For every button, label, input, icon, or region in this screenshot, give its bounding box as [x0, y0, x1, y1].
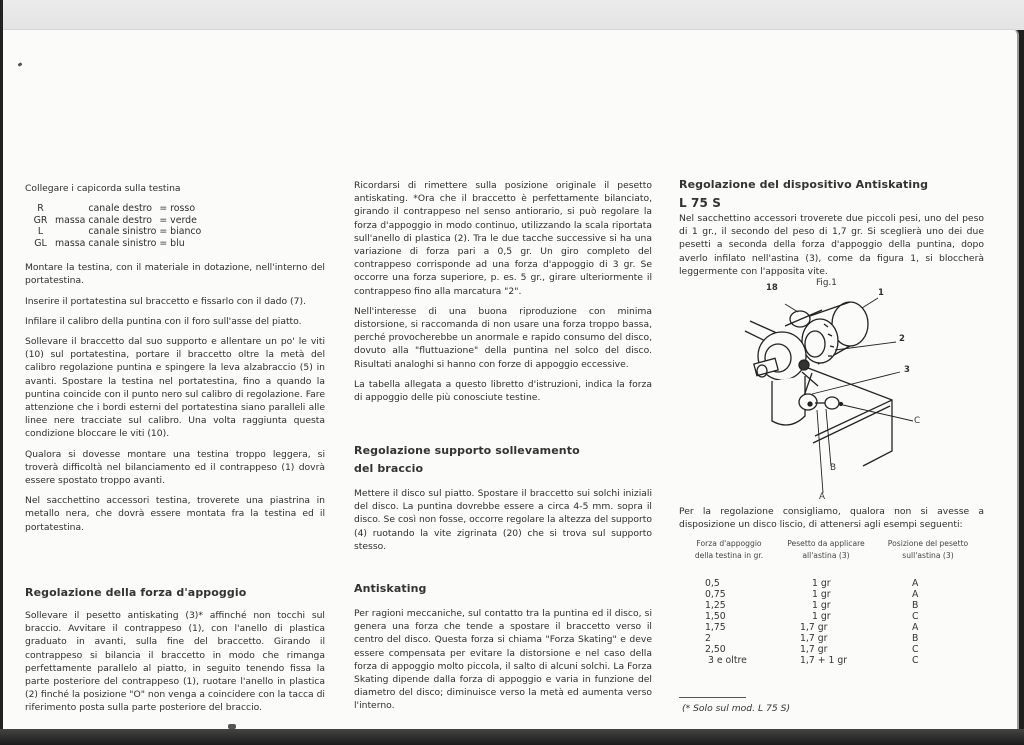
table-row [29, 226, 204, 238]
leader-line-1 [862, 298, 878, 308]
table-row [705, 611, 952, 622]
tonearm-drawing [700, 276, 940, 506]
paragraph: Per la regolazione consigliamo, qualora non si avesse a disposizione un disco liscio, di attenersi agli esempi seguenti: [679, 506, 984, 531]
position-cell: A [912, 622, 919, 633]
section-heading: Antiskating [354, 582, 427, 595]
channel-color: = blu [159, 237, 185, 249]
table-row [705, 644, 952, 655]
paragraph: Nel sacchettino accessori testina, troverete una piastrina in metallo nera, che dovrà essere montata fra la testina ed il portatestina. [25, 495, 325, 533]
table-header-force [687, 538, 771, 562]
table-row [705, 589, 952, 600]
channel-code: R [37, 203, 44, 215]
section-heading: Regolazione supporto sollevamento [354, 444, 580, 457]
label-A: A [819, 492, 826, 502]
channel-name: canale destro [88, 203, 153, 215]
force-cell: 3 e oltre [708, 655, 747, 666]
figure-caption: Fig.1 [816, 278, 837, 288]
paragraph: La tabella allegata a questo libretto d'istruzioni, indica la forza di appoggio delle più conosciute testine. [354, 378, 652, 404]
force-cell: 2,50 [705, 644, 726, 655]
weight-cell: 1,7 gr [800, 633, 828, 644]
position-cell: A [912, 589, 919, 600]
leader-line-A [817, 410, 823, 493]
table-row [29, 203, 204, 215]
section-heading: del braccio [354, 462, 424, 475]
table-row [29, 215, 204, 227]
leader-line-3 [812, 372, 900, 394]
weight-cell: 1,7 + 1 gr [800, 655, 848, 666]
footnote-divider [679, 697, 746, 698]
channel-color-table [29, 203, 204, 249]
weights-table [705, 578, 952, 666]
position-cell: C [912, 644, 919, 655]
graduated-ring [802, 319, 838, 363]
column-right [679, 176, 984, 285]
antiskating-weight [825, 397, 839, 409]
weight-cell: 1 gr [812, 578, 831, 589]
paragraph: Per ragioni meccaniche, sul contatto tra la puntina ed il disco, si genera una forza che tende a spostare il braccetto verso il centro del disco. Questa forza si chiama "Forza Skating" e deve essere compensata per evitare la distorsione e nel caso della forza di appoggio molto piccola, il salto di alcuni solchi. La Forza Skating dipende dalla forza di appoggio e varia in funzione del diametro del disco; diminuisce verso la metà ed aumenta verso l'interno. [354, 608, 652, 712]
weight-cell: 1 gr [812, 611, 831, 622]
weight-cell: 1,7 gr [800, 644, 828, 655]
footnote: (* Solo sul mod. L 75 S) [682, 703, 791, 714]
label-B: B [830, 463, 837, 473]
paragraph: Sollevare il braccetto dal suo supporto e allentare un po' le viti (10) sul portatestina, portare il braccetto oltre la metà del calibro regolazione puntina e spingere la leva alzabraccio (5) in avanti. Spostare la testina nel portatestina, fino a quando la puntina coincide con il punto nero sul calibro di regolazione. Fare attenzione che i bordi esterni del portatestina siano paralleli alle linee nere tracciate sul calibro. Una volta raggiunta questa condizione bloccare le viti (10). [25, 336, 325, 440]
paragraph: Mettere il disco sul piatto. Spostare il braccetto sui solchi iniziali del disco. La puntina dovrebbe essere a circa 4-5 mm. sopra il disco. Se così non fosse, occorre regolare la altezza del supporto (4) ruotando la vite zigrinata (20) che si trova sul supporto stesso. [354, 488, 652, 552]
base-plate [808, 368, 892, 466]
scan-speck [228, 724, 236, 729]
channel-mass [55, 226, 88, 238]
channel-mass: massa [55, 237, 86, 249]
header-line: sull'astina (3) [902, 551, 954, 560]
table-header-weight [776, 538, 876, 562]
channel-color: = bianco [159, 226, 202, 238]
table-row [705, 655, 952, 666]
channel-mass: massa [55, 214, 86, 226]
paragraph: Ricordarsi di rimettere sulla posizione originale il pesetto antiskating. *Ora che il braccetto è perfettamente bilanciato, girando il contrappeso nel senso antiorario, si può regolare la forza d'appoggio in modo continuo, utilizzando la scala riportata sull'anello di plastica (2). Tra le due tacche successive si ha una variazione di forza pari a 0,5 gr. Un giro completo del contrappeso corrisponde ad una forza d'appoggio di 3 gr. Se occorre una forza superiore, p. es. 5 gr., girare ulteriormente il contrappeso fino alla marcatura "2". [354, 180, 652, 297]
table-row [705, 578, 952, 589]
paragraph: Qualora si dovesse montare una testina troppo leggera, si troverà difficoltà nel bilanciamento ed il contrappeso (1) dovrà essere spostato troppo avanti. [25, 448, 325, 487]
section-supporto-sollevamento [354, 442, 652, 560]
column-left [25, 182, 325, 541]
section-antiskating [354, 580, 652, 720]
weight-screw [840, 403, 843, 406]
channel-name: canale destro [88, 214, 153, 226]
label-3: 3 [904, 365, 910, 375]
header-line: all'astina (3) [802, 551, 850, 560]
force-cell: 1,50 [705, 611, 726, 622]
force-cell: 1,75 [705, 622, 726, 633]
intro-text: Collegare i capicorda sulla testina [25, 183, 181, 194]
label-18: 18 [766, 283, 778, 293]
header-line: Pesetto da applicare [787, 539, 865, 548]
antiskating-pivot-hole [808, 402, 812, 406]
scanner-top-margin [0, 0, 1024, 30]
force-cell: 0,75 [705, 589, 726, 600]
base-plate-edge [813, 406, 890, 443]
paragraph: Montare la testina, con il materiale in dotazione, nell'interno del portatestina. [25, 262, 325, 287]
column-middle [354, 179, 652, 411]
section-heading: Regolazione del dispositivo Antiskating [679, 178, 929, 191]
header-line: della testina in gr. [694, 551, 764, 560]
position-cell: B [912, 600, 919, 611]
force-cell: 0,5 [705, 578, 720, 589]
force-cell: 2 [705, 633, 711, 644]
table-row [705, 600, 952, 611]
section-forza-appoggio [25, 584, 325, 722]
channel-code: GL [34, 237, 47, 249]
channel-color: = rosso [159, 203, 196, 215]
antiskating-pivot [799, 394, 817, 410]
position-cell: A [912, 578, 919, 589]
channel-color: = verde [159, 214, 197, 226]
table-row [705, 633, 952, 644]
channel-code: L [37, 226, 44, 238]
force-cell: 1,25 [705, 600, 726, 611]
paragraph: Nell'interesse di una buona riproduzione con minima distorsione, si raccomanda di non usare una forza troppo bassa, perché provocherebbe un anormale e rapido consumo del disco, dovuto alla "fluttuazione" della puntina nel solco del disco. Risultati analoghi si hanno con forze di appoggio eccessive. [354, 305, 652, 370]
header-line: Posizione del pesetto [887, 539, 969, 548]
leader-line-B [826, 409, 831, 466]
channel-code: GR [33, 214, 48, 226]
label-C: C [914, 416, 921, 426]
weight-cell: 1,7 gr [800, 622, 828, 633]
weight-cell: 1 gr [812, 600, 831, 611]
position-cell: B [912, 633, 919, 644]
model-heading: L 75 S [679, 196, 721, 210]
table-row [29, 238, 204, 250]
channel-name: canale sinistro [88, 237, 157, 249]
table-header-position [878, 538, 978, 562]
channel-name: canale sinistro [88, 226, 157, 238]
position-cell: C [912, 655, 919, 666]
table-row [705, 622, 952, 633]
leader-line-18 [785, 304, 798, 312]
advice-text-block [679, 505, 984, 538]
paragraph: Nel sacchettino accessori troverete due piccoli pesi, uno del peso di 1 gr., il secondo del peso di 1,7 gr. Si sceglierà uno dei due pesetti a seconda della forza d'appoggio della puntina, dopo averlo infilato nell'astina (3), come da figura 1, si bloccherà leggermente con l'apposita vite. [679, 213, 984, 277]
scanner-bottom-edge [0, 729, 1024, 745]
paragraph: Inserire il portatestina sul braccetto e fissarlo con il dado (7). [25, 295, 306, 307]
weight-cell: 1 gr [812, 589, 831, 600]
label-1: 1 [878, 288, 884, 298]
paragraph: Infilare il calibro della puntina con il foro sull'asse del piatto. [25, 315, 302, 327]
figure-1-tonearm-diagram [700, 276, 940, 506]
paragraph: Sollevare il pesetto antiskating (3)* affinché non tocchi sul braccio. Avvitare il contrappeso (1), con l'anello di plastica graduato in avanti, sulla fine del braccetto. Girando il contrappeso si bilancia il braccetto in modo che rimanga perfettamente parallelo al piatto, in seguito tenendo fissa la parte posteriore del contrappeso (1), ruotare l'anello in plastica (2) finché la posizione "O" non venga a coincidere con la tacca di riferimento posta sulla parte posteriore del braccio. [25, 610, 325, 714]
section-heading: Regolazione della forza d'appoggio [25, 586, 247, 599]
channel-mass [55, 203, 88, 215]
header-line: Forza d'appoggio [696, 539, 762, 548]
pivot-screw [799, 360, 809, 370]
label-2: 2 [899, 334, 905, 344]
position-cell: C [912, 611, 919, 622]
